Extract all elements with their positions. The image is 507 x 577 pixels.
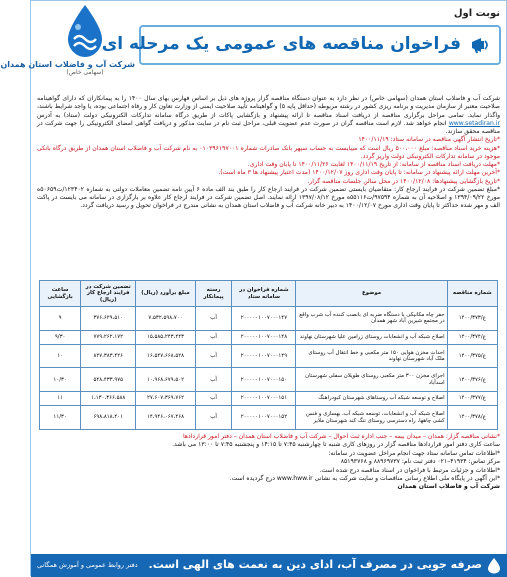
office-hours: ساعت کاری دفتر امور قراردادها مناقصه گزار در روزهای کاری شنبه تا چهارشنبه ۷:۴۵ تا ۱۴:۱۵ و پنجشنبه ۷:۴۵ تا ۱۳:۰۰ می باشد. [172, 441, 500, 449]
slogan: صرفه جویی در مصرف آب، ادای دین به نعمت های الهی است. [148, 558, 482, 571]
public-relations-office: دفتر روابط عمومی و آموزش همگانی [37, 561, 138, 569]
header [0, 1, 507, 93]
subject-cell: اجرای مخزن ۳۰۰ متر مکعبی روستای طویلان سفلی شهرستان اسدآباد [296, 368, 447, 392]
category-cell: آب [195, 392, 232, 406]
setad-number-cell: ۲۰۰۰۰۰۱۰۰۷۰۰۰۱۴۹ [232, 344, 296, 368]
column-header: تضمین شرکت در فرایند ارجاع کار (ریال) [81, 281, 136, 307]
procedure-text: تمامی مراحل برگزاری مناقصه از دریافت اسناد مناقصه تا ارائه پیشنهاد و بازگشایی پاکات از طریق درگاه سامانه تدارکات الکترونیکی دولت (ستاد) به آدرس [37, 111, 464, 119]
subject-cell: اصلاح و توسعه شبکه آب روستاهای شهرستان کبودراهنگ [296, 392, 447, 406]
table-header-row [40, 281, 498, 307]
column-header: رسته پیمانکار [195, 281, 232, 307]
tender-number-cell: ع/۱۴۰۰/۳۷۴ [447, 330, 497, 344]
table-row [40, 406, 498, 430]
estimate-cell: ۷،۵۳۲،۵۹۸،۷۰۰ [136, 307, 196, 331]
contact-info [37, 433, 500, 549]
registration-text: انجام خواهد شد. لازم است مناقصه گران در صورت عدم عضویت قبلی، مراحل ثبت نام در سایت مذکور و دریافت گواهی امضای الکترونیکی را جهت شرکت در مناقصه محقق سازند. [37, 119, 500, 135]
bid-deadline: *آخرین مهلت ارائه پیشنهاد در سامانه: تا پایان وقت اداری روز ۱۴۰۰/۱۲/۰۷ (مدت اعتبار پیشنهاد ها ۳ ماه است). [218, 169, 500, 177]
guarantee-cell: ۱،۱۳۰،۳۶۶،۵۸۸ [81, 392, 136, 406]
intro-text: شرکت آب و فاضلاب استان همدان (سهامی خاص) در نظر دارد به عنوان دستگاه مناقصه گزار پروژه های ذیل بر اساس فهارس بهای سال ۱۴۰۰ را به پیمانکاران که دارای گواهینامه صلاحیت معتبر از سازمان مدیریت و برنامه ریزی کشور در رشته مربوطه (حداقل پایه ۵) و گواهینامه تأیید صلاحیت ایمنی از وزارت تعاون کار و رفاه اجتماعی بوده، یا واجد شرایط باشند، واگذار نماید. [37, 95, 501, 119]
guarantee-cell: ۸۲۷،۳۸۳،۴۲۶ [81, 344, 136, 368]
setad-link[interactable]: www.setadiran.ir [448, 119, 501, 127]
category-cell: آب [195, 406, 232, 430]
contact-phones: مرکز تماس: ۴۱۹۳۴–۰۲۱ دفتر ثبت نام: ۸۸۹۶۹۷۳۷ و ۸۵۱۹۳۷۶۸ [340, 458, 500, 466]
opening-hour-cell: ۱۰/۳۰ [40, 368, 81, 392]
closing-company: شرکت آب و فاضلاب استان همدان [397, 483, 500, 491]
subject-cell: احداث مخزن هوایی ۱۵۰ متر مکعبی و خط انتقال آب روستای ملک آباد شهرستان نهاوند [296, 344, 447, 368]
web-note: *این آگهی در پایگاه ملی اطلاع رسانی مناقصات و سایت شرکت به نشانی www.hww.ir درج گردیده است. [229, 475, 500, 483]
tenders-table-wrapper [39, 280, 498, 430]
megaphone-icon [469, 34, 491, 56]
estimate-cell: ۱۶،۵۴۷،۶۶۸،۵۲۸ [136, 344, 196, 368]
estimate-cell: ۱۴،۹۴۶،۰۶۷،۴۶۸ [136, 406, 196, 430]
opening-hour-cell: ۱۰ [40, 344, 81, 368]
category-cell: آب [195, 344, 232, 368]
table-row [40, 330, 498, 344]
setad-number-cell: ۲۰۰۰۰۰۱۰۰۷۰۰۰۱۵۱ [232, 392, 296, 406]
contact-title: *اطلاعات تماس سامانه ستاد جهت انجام مراحل عضویت در سامانه: [328, 449, 500, 457]
estimate-cell: ۱۵،۵۸۵،۲۴۳،۴۴۳ [136, 330, 196, 344]
setad-number-cell: ۲۰۰۰۰۰۱۰۰۷۰۰۰۱۴۷ [232, 307, 296, 331]
guarantee-cell: ۶۹۸،۸۱۸،۴۰۱ [81, 406, 136, 430]
setad-number-cell: ۲۰۰۰۰۰۱۰۰۷۰۰۰۱۴۸ [232, 330, 296, 344]
guarantee-cell: ۷۷۹،۲۶۲،۱۷۲ [81, 330, 136, 344]
guarantee-cell: ۵۴۸،۴۳۳،۹۷۵ [81, 368, 136, 392]
tender-number-cell: ع/۱۴۰۰/۳۷۶ [447, 368, 497, 392]
estimate-cell: ۱۰،۹۶۸،۶۷۹،۵۰۲ [136, 368, 196, 392]
column-header: ساعت بازگشایی [40, 281, 81, 307]
company-logo [0, 3, 135, 91]
subject-cell: اصلاح شبکه آب و انشعابات روستای زرامین علیا شهرستان نهاوند [296, 330, 447, 344]
opening-hour-cell: ۹/۳۰ [40, 330, 81, 344]
guarantee-text: *مبلغ تضمین شرکت در فرایند ارجاع کار: متقاضیان بایستی تضمین شرکت در فرایند ارجاع کار را طبق بند الف ماده ۶ آیین نامه تضمین معاملات دولتی به شماره ۱۲۳۴۰۲/ت۵۰۶۵۹ه مورخ ۱۳۹۴/۰۹/۲۲ و اصلاحیه آن به شماره ۹۷۵۹۴/ت۵۵۱۱۶ه مورخ ۱۳۹۷/۰۸/۱۲ ارائه نمایند. اصل تضمین شرکت در فرایند ارجاع کار علاوه بر بارگزاری در سامانه می بایست در پاکت الف و مهر شده حداکثر تا پایان وقت اداری مورخ ۱۴۰۰/۱۲/۰۷ به دبیر خانه شرکت آب و فاضلاب استان همدان به نشانی مندرج در فراخوان تحویل و رسید دریافت گردد. [37, 185, 501, 210]
estimate-cell: ۲۷،۶۰۷،۳۶۹،۷۶۲ [136, 392, 196, 406]
category-cell: آب [195, 307, 232, 331]
setad-number-cell: ۲۰۰۰۰۰۱۰۰۷۰۰۰۱۵۰ [232, 368, 296, 392]
column-header: شماره مناقصه [447, 281, 497, 307]
table-row [40, 344, 498, 368]
title-bar [101, 25, 501, 65]
column-header: مبلغ برآورد (ریال) [136, 281, 196, 307]
water-drop-icon [486, 557, 502, 574]
table-row [40, 392, 498, 406]
water-drop-logo-icon [62, 3, 108, 59]
intro-paragraph [37, 95, 500, 136]
opening-date: *تاریخ بازگشایی پیشنهادها: ۱۴۰۰/۱۲/۰۸ در محل سالن جلسات مناقصه گزار. [307, 177, 500, 185]
document-deadline: *مهلت دریافت اسناد مناقصه از سامانه: از تاریخ ۱۴۰۰/۱۱/۱۹ لغایت ۱۴۰۰/۱۱/۲۶ تا پایان وقت اداری. [247, 161, 500, 168]
logo-company-name: شرکت آب و فاضلاب استان همدان [0, 60, 135, 69]
tender-number-cell: ع/۱۴۰۰/۳۷۳ [447, 307, 497, 331]
footer-banner [31, 554, 507, 577]
table-row [40, 368, 498, 392]
subject-cell: حفر چاه مکانیکی با دستگاه ضربه ای بانصب کننده آب شرب واقع در مجتمع شیرین آباد شهر همدان [296, 307, 447, 331]
tenders-table [39, 280, 498, 430]
tender-number-cell: ع/۱۴۰۰/۳۷۵ [447, 344, 497, 368]
logo-company-type: (سهامی خاص) [66, 69, 104, 76]
subject-cell: اصلاح شبکه آب و انشعابات، توسعه شبکه آب، بهسازی و فنس کشی چاهها، راه دسترسی روستای تنگ کند شهرستان ملایر [296, 406, 447, 430]
opening-hour-cell: ۱۱/۳۰ [40, 406, 81, 430]
column-header: شماره فراخوان در سامانه ستاد [232, 281, 296, 307]
details-note: *اطلاعات و جزئیات مرتبط با فراخوان در اسناد مناقصه درج شده است. [319, 466, 500, 474]
category-cell: آب [195, 330, 232, 344]
table-row [40, 307, 498, 331]
page-title: فراخوان مناقصه های عمومی یک مرحله ای [101, 34, 461, 54]
tenderer-address: *نشانی مناقصه گزار: همدان – میدان بیمه – جنب اداره ثبت احوال – شرکت آب و فاضلاب استان همدان – دفتر امور قراردادها [182, 433, 500, 440]
opening-hour-cell: ۱۱ [40, 392, 81, 406]
guarantee-cell: ۳۷۶،۶۲۹،۵۱۰ [81, 307, 136, 331]
column-header: موضوع [296, 281, 447, 307]
announcement-body [37, 95, 500, 277]
document-cost: *هزینه خرید اسناد مناقصه: مبلغ ۵۰۰،۰۰۰ ریال است که میبایست به حساب سپهر بانک صادرات شماره ۰۱۰۳۹۶۱۹۷۰۰۱ به نام شرکت آب و فاضلاب استان همدان از طریق درگاه بانکی موجود در سامانه تدارکات الکترونیکی دولت واریز گردد. [37, 144, 500, 160]
publish-date: *تاریخ انتشار آگهی مناقصه در سامانه ستاد: ۱۴۰۰/۱۱/۱۹ [358, 136, 500, 144]
category-cell: آب [195, 368, 232, 392]
tender-number-cell: ع/۱۴۰۰/۳۷۸ [447, 406, 497, 430]
opening-hour-cell: ۹ [40, 307, 81, 331]
tender-number-cell: ع/۱۴۰۰/۳۷۷ [447, 392, 497, 406]
edition-label: نوبت اول [453, 8, 500, 19]
setad-number-cell: ۲۰۰۰۰۰۱۰۰۷۰۰۰۱۵۲ [232, 406, 296, 430]
